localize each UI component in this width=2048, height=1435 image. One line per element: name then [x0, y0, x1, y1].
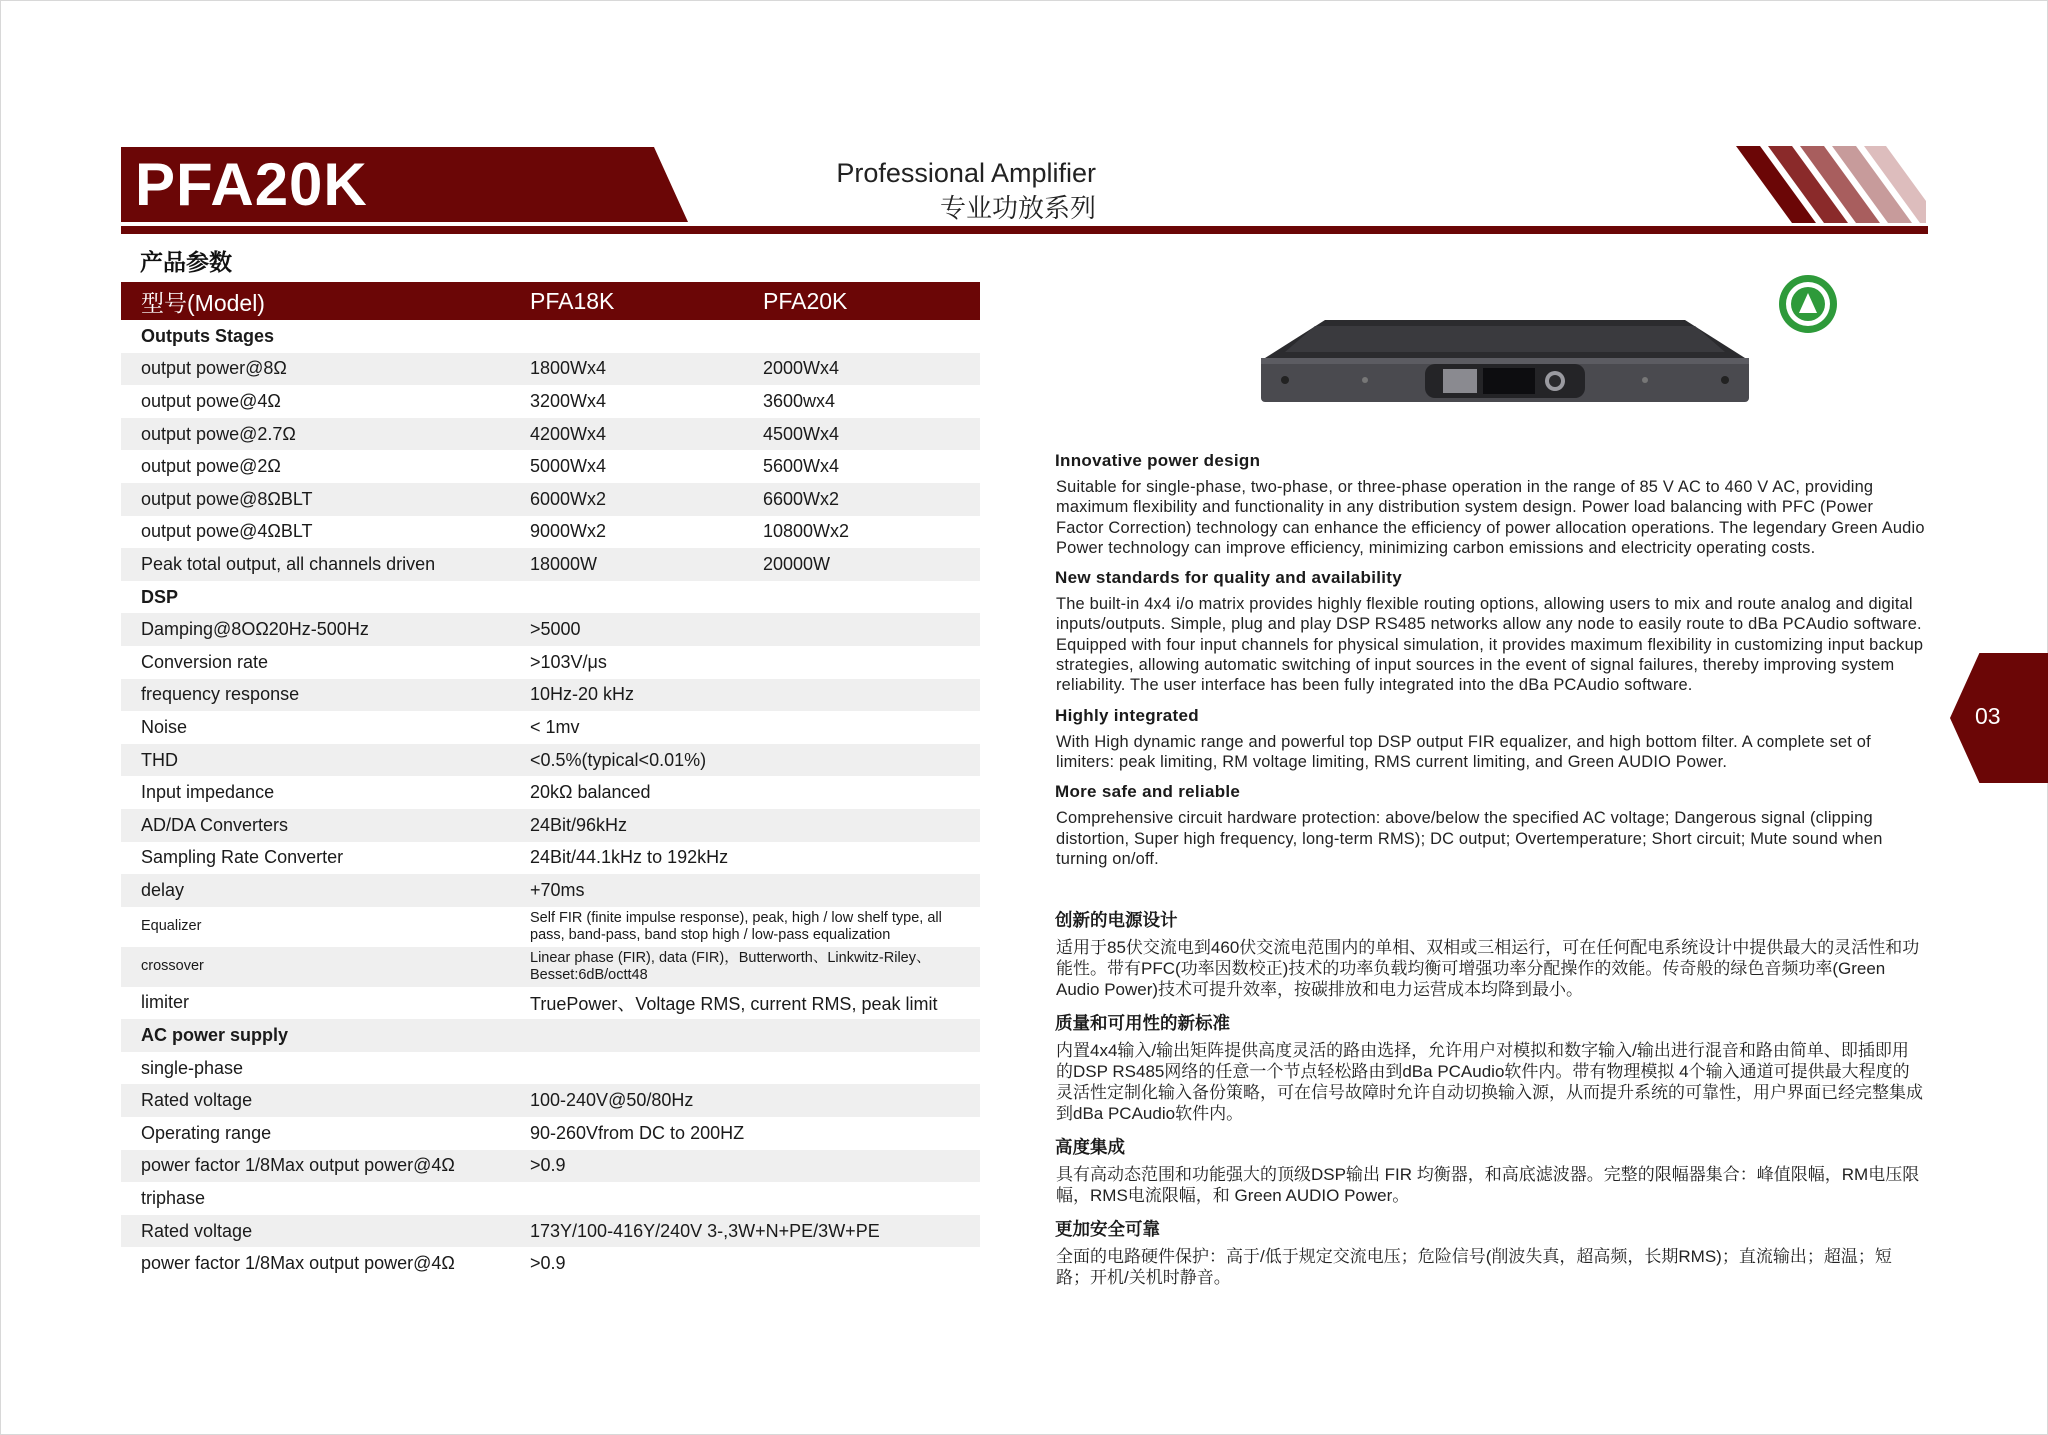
- table-row: [121, 679, 980, 712]
- section-en-integrated: [1055, 706, 1925, 773]
- table-row: [121, 987, 980, 1020]
- row-label: triphase: [141, 1188, 206, 1209]
- row-label: delay: [141, 879, 185, 900]
- section-en-power: [1055, 451, 1925, 558]
- table-row: [121, 1019, 980, 1052]
- page-number: 03: [1975, 703, 2001, 729]
- table-row: [121, 516, 980, 549]
- row-value-pfa20k: 10800Wx2: [763, 521, 850, 542]
- paragraph-cn: 全面的电路硬件保护：高于/低于规定交流电压；危险信号(削波失真，超高频，长期RMS)；直流输出；超温；短路；开机/关机时静音。: [1056, 1247, 1892, 1288]
- row-label: THD: [141, 749, 178, 770]
- row-value-pfa18k: 6000Wx2: [530, 488, 607, 509]
- row-label: Peak total output, all channels driven: [141, 553, 436, 574]
- paragraph-en: Suitable for single-phase, two-phase, or three-phase operation in the range of 85 V AC to 460 V AC, providing maximum flexibility and functionality in any distribution system design. Power load balancing with PFC (Power Factor Correction) technology can enhance the efficiency of power allocation operations. The legendary Green Audio Power technology can improve efficiency, minimizing carbon emissions and electricity operating costs.: [1056, 478, 1925, 557]
- table-row: [121, 744, 980, 777]
- paragraph-cn: 适用于85伏交流电到460伏交流电范围内的单相、双相或三相运行，可在任何配电系统设计中提供最大的灵活性和功能性。带有PFC(功率因数校正)技术的功率负载均衡可增强功率分配操作的效能。传奇般的绿色音频功率(Green Audio Power)技术可提升效率，按碳排放和电力运营成本均降到最小。: [1056, 938, 1920, 1000]
- row-label: limiter: [141, 992, 189, 1013]
- table-row: [121, 1117, 980, 1150]
- row-label: Input impedance: [141, 782, 275, 803]
- subtitle-chinese: 专业功放系列: [939, 193, 1096, 223]
- amplifier-product-image: [1255, 318, 1755, 408]
- row-value: 24Bit/44.1kHz to 192kHz: [530, 847, 729, 868]
- paragraph-en: The built-in 4x4 i/o matrix provides highly flexible routing options, allowing users to mix and route analog and digital inputs/outputs. Simple, plug and play DSP RS485 networks allow any node to easily route to dBa PCAudio software. Equipped with four input channels for physical simulation, it provides maximum flexibility in customizing input backup strategies, allowing automatic switching of input sources in the event of signal failures, thereby improving system reliability. The user interface has been fully integrated into the dBa PCAudio software.: [1056, 595, 1924, 695]
- table-row: [121, 385, 980, 418]
- spec-table-header: [121, 282, 980, 320]
- section-cn-quality: [1055, 1010, 1925, 1124]
- row-value: 100-240V@50/80Hz: [530, 1090, 694, 1111]
- row-value: 173Y/100-416Y/240V 3-,3W+N+PE/3W+PE: [530, 1220, 880, 1241]
- row-value: 90-260Vfrom DC to 200HZ: [530, 1122, 745, 1143]
- row-label: output powe@8ΩBLT: [141, 488, 313, 509]
- certification-badge-icon: [1777, 273, 1839, 335]
- row-label: output powe@4Ω: [141, 390, 281, 411]
- row-label: Outputs Stages: [141, 325, 275, 346]
- row-label: Equalizer: [141, 918, 202, 935]
- paragraph-cn: 内置4x4输入/输出矩阵提供高度灵活的路由选择，允许用户对模拟和数字输入/输出进行混音和路由简单、即插即用的DSP RS485网络的任意一个节点轻松路由到dBa PCAudio软件内。带有物理模拟 4个输入通道可提供最大程度的灵活性定制化输入备份策略，可在信号故障时允许自动切换输入源，从而提升系统的可靠性，用户界面已经完整集成到dBa PCAudio软件内。: [1056, 1041, 1923, 1124]
- table-row: [121, 1182, 980, 1215]
- table-row: [121, 1215, 980, 1248]
- row-value-pfa18k: 4200Wx4: [530, 423, 607, 444]
- table-row: [121, 776, 980, 809]
- section-en-safe: [1055, 782, 1925, 869]
- row-label: power factor 1/8Max output power@4Ω: [141, 1253, 455, 1274]
- spec-table: [121, 282, 980, 1280]
- table-row: [121, 1084, 980, 1117]
- table-row: [121, 613, 980, 646]
- row-value-pfa20k: 4500Wx4: [763, 423, 840, 444]
- table-row: [121, 1052, 980, 1085]
- row-value-pfa20k: 6600Wx2: [763, 488, 840, 509]
- table-row: [121, 418, 980, 451]
- heading-cn: 高度集成: [1055, 1137, 1125, 1158]
- paragraph-cn: 具有高动态范围和功能强大的顶级DSP输出 FIR 均衡器，和高底滤波器。完整的限幅器集合：峰值限幅，RM电压限幅，RMS电流限幅，和 Green AUDIO Power。: [1056, 1165, 1920, 1206]
- row-value-pfa18k: 1800Wx4: [530, 358, 607, 379]
- row-label: crossover: [141, 958, 204, 975]
- header-cell-pfa18k: PFA18K: [530, 287, 615, 314]
- row-value-pfa20k: 20000W: [763, 553, 831, 574]
- heading-en: New standards for quality and availability: [1055, 568, 1403, 588]
- row-value: TruePower、Voltage RMS, current RMS, peak limit: [530, 993, 938, 1014]
- table-row: [121, 353, 980, 386]
- row-label: output powe@2.7Ω: [141, 423, 296, 444]
- section-title: 产品参数: [140, 249, 232, 275]
- row-label: Rated voltage: [141, 1090, 253, 1111]
- table-row: [121, 907, 980, 947]
- row-value-pfa20k: 3600wx4: [763, 390, 836, 411]
- row-value: >0.9: [530, 1155, 566, 1176]
- row-value: 24Bit/96kHz: [530, 814, 628, 835]
- section-en-quality: [1055, 568, 1925, 695]
- row-value-pfa18k: 18000W: [530, 553, 598, 574]
- row-value-pfa20k: 2000Wx4: [763, 358, 840, 379]
- heading-en: More safe and reliable: [1055, 782, 1241, 802]
- table-row: [121, 874, 980, 907]
- row-label: AD/DA Converters: [141, 814, 289, 835]
- heading-cn: 创新的电源设计: [1055, 910, 1178, 931]
- row-label: DSP: [141, 586, 179, 607]
- subtitle-english: Professional Amplifier: [836, 158, 1096, 188]
- table-row: [121, 548, 980, 581]
- row-label: Rated voltage: [141, 1220, 253, 1241]
- row-value-pfa18k: 9000Wx2: [530, 521, 607, 542]
- row-value: >5000: [530, 619, 581, 640]
- table-row: [121, 842, 980, 875]
- row-value: Linear phase (FIR), data (FIR)，Butterworth、Linkwitz-Riley、Besset:6dB/octt48: [530, 949, 931, 983]
- header-cell-model: 型号(Model): [141, 289, 265, 316]
- row-label: frequency response: [141, 684, 300, 705]
- page-title: PFA20K: [135, 151, 368, 218]
- section-cn-integrated: [1055, 1134, 1925, 1206]
- row-label: Damping@8OΩ20Hz-500Hz: [141, 619, 369, 640]
- table-row: [121, 581, 980, 614]
- row-value: < 1mv: [530, 716, 580, 737]
- row-label: single-phase: [141, 1057, 244, 1078]
- table-row: [121, 947, 980, 987]
- heading-cn: 质量和可用性的新标准: [1055, 1013, 1230, 1034]
- section-cn-power: [1055, 907, 1925, 1000]
- paragraph-en: Comprehensive circuit hardware protection: above/below the specified AC voltage; Dangerous signal (clipping distortion, Super high frequency, long-term RMS); DC output; Overtemperature; Short circuit; Mute sound when turning on/off.: [1056, 809, 1883, 868]
- row-value: +70ms: [530, 879, 585, 900]
- row-value: <0.5%(typical<0.01%): [530, 749, 707, 770]
- row-label: output powe@2Ω: [141, 456, 281, 477]
- table-row: [121, 646, 980, 679]
- row-label: Noise: [141, 716, 188, 737]
- row-value: Self FIR (finite impulse response), peak, high / low shelf type, all pass, band-pass, band stop high / low-pass equalization: [530, 909, 942, 943]
- header-cell-pfa20k: PFA20K: [763, 287, 848, 314]
- row-label: Sampling Rate Converter: [141, 847, 344, 868]
- table-row: [121, 1150, 980, 1183]
- decorative-stripes: [1736, 146, 1926, 223]
- row-value-pfa20k: 5600Wx4: [763, 456, 840, 477]
- heading-en: Innovative power design: [1055, 451, 1261, 470]
- row-value: 10Hz-20 kHz: [530, 684, 635, 705]
- row-label: Operating range: [141, 1122, 272, 1143]
- row-label: AC power supply: [141, 1025, 289, 1046]
- row-label: output powe@4ΩBLT: [141, 521, 313, 542]
- header-rule: [121, 226, 1928, 234]
- table-row: [121, 809, 980, 842]
- description-column: [1055, 451, 1925, 1296]
- table-row: [121, 1247, 980, 1280]
- spec-table-body: [121, 320, 980, 1280]
- section-cn-safe: [1055, 1216, 1925, 1288]
- paragraph-en: With High dynamic range and powerful top DSP output FIR equalizer, and high bottom filter. A complete set of limiters: peak limiting, RM voltage limiting, RMS current limiting, and Green AUDIO Power.: [1056, 732, 1871, 771]
- row-value-pfa18k: 5000Wx4: [530, 456, 607, 477]
- row-value: 20kΩ balanced: [530, 782, 651, 803]
- row-value: >103V/μs: [530, 651, 607, 672]
- table-row: [121, 711, 980, 744]
- row-label: Conversion rate: [141, 651, 269, 672]
- heading-en: Highly integrated: [1055, 705, 1199, 725]
- row-value-pfa18k: 3200Wx4: [530, 390, 607, 411]
- table-row: [121, 483, 980, 516]
- row-label: power factor 1/8Max output power@4Ω: [141, 1155, 455, 1176]
- table-row: [121, 450, 980, 483]
- heading-cn: 更加安全可靠: [1055, 1219, 1160, 1240]
- row-label: output power@8Ω: [141, 358, 287, 379]
- table-row: [121, 320, 980, 353]
- row-value: >0.9: [530, 1253, 566, 1274]
